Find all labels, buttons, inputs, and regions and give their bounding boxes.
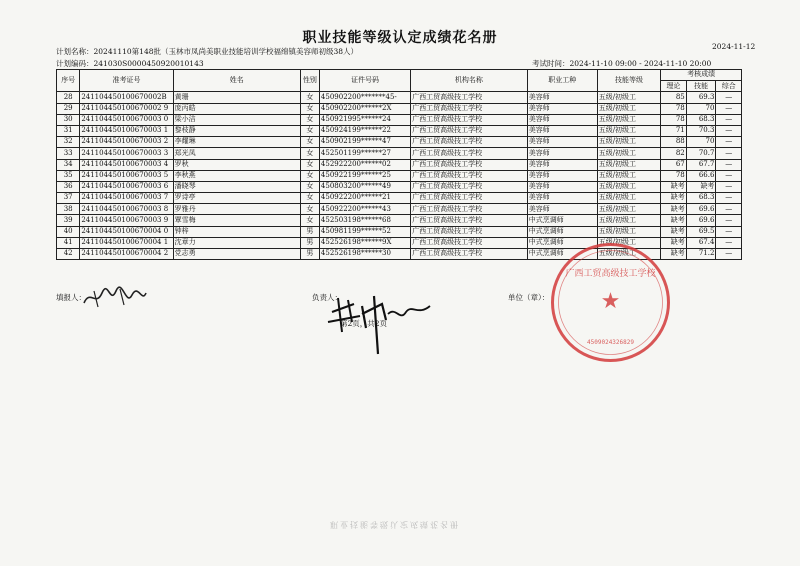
cell-name: 沈章力 [173,237,300,248]
cell-id: 450922200******21 [319,193,410,204]
cell-id: 450922199******25 [319,170,410,181]
cell-ticket: 241104450100670003 8 [80,204,173,215]
cell-level: 五级/初级工 [597,114,661,125]
cell-org: 广西工贸高级技工学校 [411,181,528,192]
cell-seq: 34 [57,159,80,170]
cell-gender: 男 [300,237,319,248]
cell-skill: 69.5 [686,226,716,237]
cell-theory: 82 [661,148,686,159]
cell-org: 广西工贸高级技工学校 [411,114,528,125]
cell-overall: — [716,103,742,114]
cell-job: 中式烹调师 [527,237,597,248]
cell-level: 五级/初级工 [597,226,661,237]
cell-ticket: 241104450100670004 2 [80,249,173,260]
cell-ticket: 241104450100670003 6 [80,181,173,192]
cell-level: 五级/初级工 [597,92,661,103]
table-row [57,148,742,159]
cell-overall: — [716,159,742,170]
cell-org: 广西工贸高级技工学校 [411,103,528,114]
col-gender: 性别 [300,70,319,92]
filler-signature [80,285,150,311]
cell-gender: 女 [300,125,319,136]
cell-gender: 女 [300,114,319,125]
cell-gender: 女 [300,159,319,170]
cell-org: 广西工贸高级技工学校 [411,125,528,136]
cell-theory: 缺考 [661,249,686,260]
cell-name: 罗诗亭 [173,193,300,204]
cell-level: 五级/初级工 [597,103,661,114]
table-row [57,103,742,114]
cell-skill: 67.4 [686,237,716,248]
cell-gender: 女 [300,148,319,159]
cell-overall: — [716,125,742,136]
cell-org: 广西工贸高级技工学校 [411,249,528,260]
cell-ticket: 241104450100670003 1 [80,125,173,136]
col-name: 姓名 [173,70,300,92]
cell-id: 450902199******47 [319,137,410,148]
cell-job: 美容师 [527,125,597,136]
svg-text:4509024326829: 4509024326829 [587,339,634,346]
cell-ticket: 241104450100670003 7 [80,193,173,204]
unit-label: 单位（章）： [508,293,550,302]
cell-theory: 缺考 [661,181,686,192]
cell-ticket: 241104450100670002B [80,92,173,103]
cell-overall: — [716,92,742,103]
cell-gender: 女 [300,193,319,204]
cell-gender: 男 [300,249,319,260]
cell-skill: 68.3 [686,193,716,204]
cell-job: 美容师 [527,92,597,103]
cell-org: 广西工贸高级技工学校 [411,148,528,159]
cell-name: 钟梓 [173,226,300,237]
col-job: 职业工种 [527,70,597,92]
cell-level: 五级/初级工 [597,237,661,248]
cell-level: 五级/初级工 [597,148,661,159]
cell-seq: 30 [57,114,80,125]
cell-overall: — [716,170,742,181]
cell-skill: 69.6 [686,215,716,226]
cell-ticket: 241104450100670002 9 [80,103,173,114]
cell-overall: — [716,204,742,215]
cell-level: 五级/初级工 [597,159,661,170]
table-row [57,226,742,237]
responsible-label: 负责人： [312,293,342,302]
cell-org: 广西工贸高级技工学校 [411,170,528,181]
cell-org: 广西工贸高级技工学校 [411,92,528,103]
cell-theory: 67 [661,159,686,170]
col-seq: 序号 [57,70,80,92]
cell-seq: 33 [57,148,80,159]
cell-org: 广西工贸高级技工学校 [411,204,528,215]
print-date: 2024-11-12 [712,42,756,51]
table-row [57,92,742,103]
cell-overall: — [716,137,742,148]
cell-theory: 缺考 [661,237,686,248]
cell-theory: 缺考 [661,193,686,204]
cell-gender: 女 [300,170,319,181]
cell-theory: 78 [661,103,686,114]
cell-theory: 缺考 [661,226,686,237]
cell-gender: 女 [300,215,319,226]
cell-name: 李耀琳 [173,137,300,148]
col-theory: 理论 [661,81,686,92]
cell-seq: 35 [57,170,80,181]
cell-gender: 女 [300,92,319,103]
cell-id: 450981199******52 [319,226,410,237]
table-row [57,114,742,125]
cell-skill: 70 [686,103,716,114]
cell-org: 广西工贸高级技工学校 [411,215,528,226]
cell-id: 452503198******68 [319,215,410,226]
cell-skill: 缺考 [686,181,716,192]
cell-ticket: 241104450100670004 1 [80,237,173,248]
cell-skill: 70.3 [686,125,716,136]
cell-id: 450902200******2X [319,103,410,114]
plan-name: 计划名称：20241110第148批（玉林市凤尚美职业技能培训学校福绵镇美容师初级38人） [56,47,359,56]
cell-id: 452526198******30 [319,249,410,260]
cell-job: 美容师 [527,137,597,148]
header-row [57,70,742,81]
cell-skill: 69.3 [686,92,716,103]
cell-job: 美容师 [527,159,597,170]
cell-theory: 78 [661,170,686,181]
cell-gender: 男 [300,226,319,237]
table-row [57,137,742,148]
cell-theory: 85 [661,92,686,103]
table-row [57,215,742,226]
cell-level: 五级/初级工 [597,249,661,260]
cell-id: 450921995******24 [319,114,410,125]
cell-theory: 缺考 [661,215,686,226]
cell-ticket: 241104450100670003 2 [80,137,173,148]
cell-name: 罗秋 [173,159,300,170]
cell-seq: 41 [57,237,80,248]
cell-job: 美容师 [527,148,597,159]
cell-name: 郑光凤 [173,148,300,159]
cell-job: 美容师 [527,204,597,215]
cell-gender: 女 [300,103,319,114]
filler-label: 填报人： [56,293,86,302]
cell-theory: 88 [661,137,686,148]
cell-id: 452526198******9X [319,237,410,248]
cell-name: 庞丙皓 [173,103,300,114]
cell-skill: 68.3 [686,114,716,125]
cell-id: 450803200******49 [319,181,410,192]
cell-job: 美容师 [527,181,597,192]
cell-gender: 女 [300,181,319,192]
cell-gender: 女 [300,204,319,215]
cell-level: 五级/初级工 [597,193,661,204]
cell-level: 五级/初级工 [597,181,661,192]
cell-skill: 70 [686,137,716,148]
cell-overall: — [716,249,742,260]
cell-job: 美容师 [527,170,597,181]
cell-job: 中式烹调师 [527,249,597,260]
cell-skill: 70.7 [686,148,716,159]
cell-ticket: 241104450100670003 4 [80,159,173,170]
cell-theory: 71 [661,125,686,136]
cell-name: 黄珊 [173,92,300,103]
cell-org: 广西工贸高级技工学校 [411,159,528,170]
cell-overall: — [716,226,742,237]
cell-job: 中式烹调师 [527,226,597,237]
cell-level: 五级/初级工 [597,125,661,136]
cell-job: 美容师 [527,103,597,114]
roster-table [56,69,742,260]
cell-theory: 缺考 [661,204,686,215]
cell-seq: 29 [57,103,80,114]
cell-name: 梁小洁 [173,114,300,125]
cell-seq: 36 [57,181,80,192]
svg-text:★: ★ [600,289,621,314]
col-org: 机构名称 [411,70,528,92]
cell-level: 五级/初级工 [597,204,661,215]
table-row [57,159,742,170]
col-skill: 技能 [686,81,716,92]
cell-id: 452501199******27 [319,148,410,159]
cell-ticket: 241104450100670003 9 [80,215,173,226]
cell-overall: — [716,193,742,204]
col-id: 证件号码 [319,70,410,92]
cell-org: 广西工贸高级技工学校 [411,193,528,204]
col-overall: 综合 [716,81,742,92]
page-indicator: 第2页，共2页 [340,319,388,328]
cell-overall: — [716,237,742,248]
cell-name: 罗雅丹 [173,204,300,215]
cell-name: 覃雪梅 [173,215,300,226]
cell-level: 五级/初级工 [597,170,661,181]
cell-seq: 32 [57,137,80,148]
cell-id: 450924199******22 [319,125,410,136]
cell-job: 中式烹调师 [527,215,597,226]
cell-theory: 78 [661,114,686,125]
cell-id: 452922200******02 [319,159,410,170]
cell-name: 党志勇 [173,249,300,260]
cell-skill: 66.6 [686,170,716,181]
cell-seq: 40 [57,226,80,237]
cell-level: 五级/初级工 [597,137,661,148]
cell-overall: — [716,215,742,226]
cell-name: 黎枝静 [173,125,300,136]
col-ticket: 准考证号 [80,70,173,92]
document-title: 职业技能等级认定成绩花名册 [302,30,498,46]
cell-org: 广西工贸高级技工学校 [411,237,528,248]
cell-seq: 28 [57,92,80,103]
table-row [57,181,742,192]
cell-overall: — [716,114,742,125]
cell-job: 美容师 [527,193,597,204]
cell-job: 美容师 [527,114,597,125]
cell-name: 李秋燕 [173,170,300,181]
plan-code: 计划编码：241030S0000450920010143 [56,59,204,68]
cell-org: 广西工贸高级技工学校 [411,137,528,148]
cell-seq: 38 [57,204,80,215]
cell-gender: 女 [300,137,319,148]
svg-text:广西工贸高级技工学校: 广西工贸高级技工学校 [565,269,656,279]
cell-ticket: 241104450100670004 0 [80,226,173,237]
exam-time: 考试时间：2024-11-10 09:00 - 2024-11-10 20:00 [532,59,712,68]
cell-id: 450902200*******45- [319,92,410,103]
bleed-through-text: 职业技能等级认定成绩花名册 [330,520,460,529]
cell-skill: 67.7 [686,159,716,170]
table-row [57,204,742,215]
table-row [57,170,742,181]
cell-seq: 42 [57,249,80,260]
cell-level: 五级/初级工 [597,215,661,226]
cell-skill: 69.6 [686,204,716,215]
cell-skill: 71.2 [686,249,716,260]
cell-seq: 39 [57,215,80,226]
cell-name: 潘晓琴 [173,181,300,192]
cell-ticket: 241104450100670003 5 [80,170,173,181]
cell-org: 广西工贸高级技工学校 [411,226,528,237]
cell-ticket: 241104450100670003 3 [80,148,173,159]
col-level: 技能等级 [597,70,661,92]
table-row [57,125,742,136]
cell-overall: — [716,148,742,159]
cell-seq: 37 [57,193,80,204]
cell-ticket: 241104450100670003 0 [80,114,173,125]
cell-overall: — [716,181,742,192]
col-scores: 考核成绩 [661,70,742,81]
table-row [57,193,742,204]
school-seal [548,240,673,365]
cell-seq: 31 [57,125,80,136]
cell-id: 450922200******43 [319,204,410,215]
